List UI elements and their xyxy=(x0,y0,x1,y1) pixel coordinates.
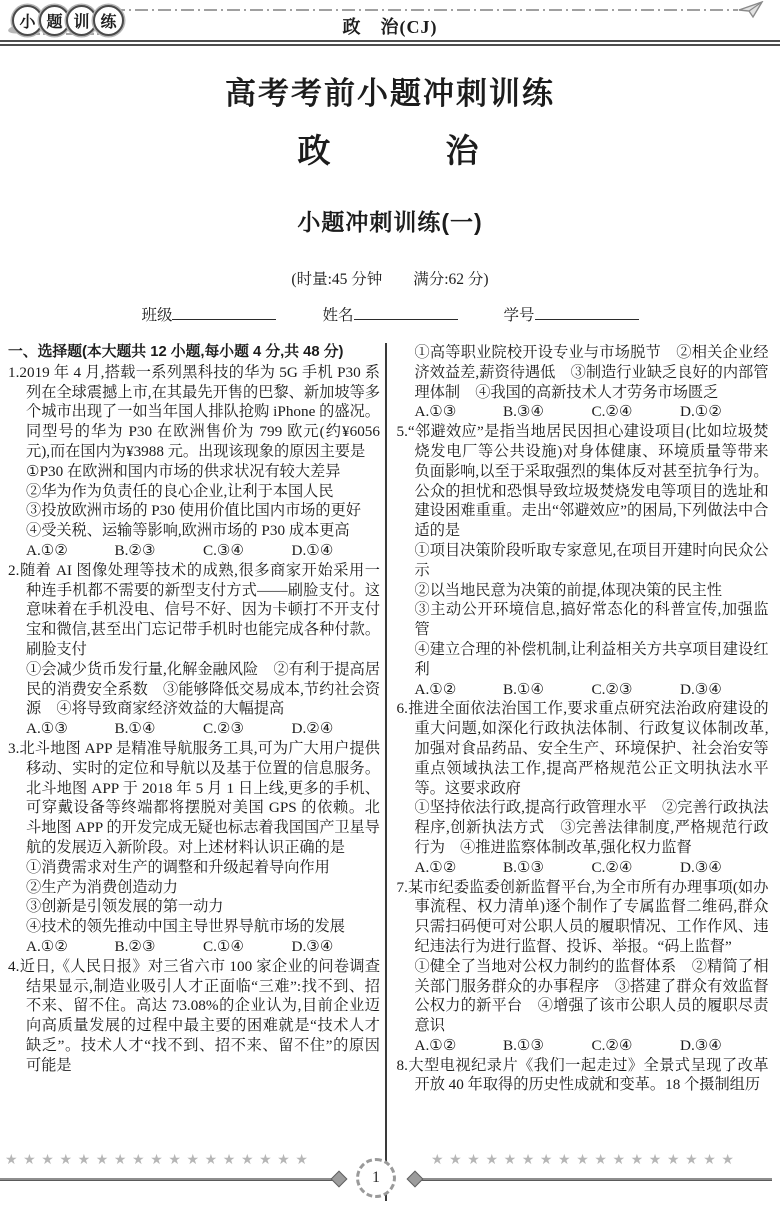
answer-choice: C.①④ xyxy=(203,937,245,955)
answer-choice: C.②④ xyxy=(591,403,633,421)
logo-char-circle: 小 xyxy=(12,5,43,36)
option-statement-line: ①项目决策阶段听取专家意见,在项目开建时向民众公示 xyxy=(414,541,769,579)
paper-subject-title: 政 治 xyxy=(297,134,483,170)
diamond-ornament-right xyxy=(407,1171,424,1188)
option-statement-line: ③主动公开环境信息,搞好常态化的科普宣传,加强监管 xyxy=(414,601,769,639)
option-statement-line: ④技术的领先推动中国主导世界导航市场的发展 xyxy=(26,918,345,936)
answer-choice: A.①② xyxy=(414,858,457,876)
header-double-rule xyxy=(0,40,780,46)
option-statement-line: ②生产为消费创造动力 xyxy=(26,878,178,896)
stars-divider-left: ★★★★★★★★★★★★★★★★★ xyxy=(5,1153,314,1168)
question-stem xyxy=(397,422,769,541)
answer-choice: D.③④ xyxy=(680,680,722,698)
question-text: “邻避效应”是指当地居民因担心建设项目(比如垃圾焚烧发电厂等公共设施)对身体健康、环境质量等带来负面影响,以至于采取强烈的集体反对甚至抗争行为。公众的担忧和恐惧导致垃圾焚烧发电等项目的选址和建设困难重重。走出“邻避效应”的困局,下列做法中合适的是 xyxy=(407,423,769,540)
student-id-blank-line xyxy=(535,304,639,320)
answer-choice: A.①② xyxy=(26,937,68,955)
question-stem xyxy=(397,699,769,798)
student-id-field-label: 学号 xyxy=(503,307,535,324)
answer-choice: B.③④ xyxy=(503,403,545,421)
answer-choices-row xyxy=(397,680,769,700)
answer-choices-row xyxy=(397,1036,769,1056)
answer-choice: A.①② xyxy=(414,1036,457,1054)
question-stem xyxy=(8,561,380,660)
answer-choice: B.①④ xyxy=(114,720,156,738)
option-statement-line: ①坚持依法行政,提高行政管理水平 ②完善行政执法程序,创新执法方式 ③完善法律制度,严格规范行政行为 ④推进监察体制改革,强化权力监督 xyxy=(414,799,769,856)
diamond-ornament-left xyxy=(331,1171,348,1188)
question-text: 推进全面依法治国工作,要求重点研究法治政府建设的重大问题,如深化行政执法体制、行政复议体制改革,加强对食品药品、安全生产、环境保护、社会治安等重点领域执法工作,提高严格规范公正文明执法水平等。这要求政府 xyxy=(407,700,769,797)
option-statement-line: ②以当地民意为决策的前提,体现决策的民主性 xyxy=(414,581,723,599)
answer-choices-row xyxy=(8,937,380,957)
answer-choice: B.②③ xyxy=(114,541,156,559)
answer-choice: C.②③ xyxy=(591,680,633,698)
answer-choice: D.①② xyxy=(680,403,722,421)
option-statement-line: ③投放欧洲市场的 P30 使用价值比国内市场的更好 xyxy=(26,502,361,520)
page-footer xyxy=(0,1152,780,1200)
page-number: 1 xyxy=(372,1169,380,1186)
option-statement-line: ①消费需求对生产的调整和升级起着导向作用 xyxy=(26,858,330,876)
question-text: 2019 年 4 月,搭载一系列黑科技的华为 5G 手机 P30 系列在全球震撼上市,在其最先开售的巴黎、新加坡等多个城市出现了一如当年国人排队抢购 iPhone 的盛况。同型号的华为 P30 在欧洲售价为 799 欧元(约¥6056 元),而在国内为¥3988 元。出现该现象的原因主要是 xyxy=(19,363,380,460)
section-header: 一、选择题(本大题共 12 小题,每小题 4 分,共 48 分) xyxy=(8,344,344,360)
question-number: 5. xyxy=(396,423,408,441)
logo-char-circle: 训 xyxy=(66,5,97,36)
student-info-row xyxy=(0,303,780,325)
right-column xyxy=(387,343,769,1201)
question-number: 7. xyxy=(396,878,408,896)
name-blank-line xyxy=(354,304,458,320)
answer-choice: B.①④ xyxy=(503,680,545,698)
logo-char-circle: 题 xyxy=(39,5,70,36)
answer-choice: D.①④ xyxy=(291,541,334,559)
name-field-label: 姓名 xyxy=(322,307,354,324)
question-text: 大型电视纪录片《我们一起走过》全景式呈现了改革开放 40 年取得的历史性成就和变革。18 个摄制组历 xyxy=(407,1056,769,1094)
answer-choice: C.②④ xyxy=(591,858,633,876)
page-header xyxy=(0,0,780,47)
question-number: 3. xyxy=(8,739,20,757)
answer-choices-row xyxy=(397,402,769,422)
question-text: 近日,《人民日报》对三省六市 100 家企业的问卷调查结果显示,制造业吸引人才正面临“三难”:找不到、招不来、留不住。高达 73.08%的企业认为,目前企业迈向高质量发展的过程中最主要的困难就是“技术人才缺乏”。技术人才“找不到、招不来、留不住”的原因可能是 xyxy=(19,957,380,1074)
answer-choice: A.①② xyxy=(414,680,457,698)
answer-choice: D.③④ xyxy=(680,858,722,876)
question-body xyxy=(0,343,780,1201)
answer-choice: B.②③ xyxy=(114,937,156,955)
option-statement-line: ①高等职业院校开设专业与市场脱节 ②相关企业经济效益差,薪资待遇低 ③制造行业缺乏良好的内部管理体制 ④我国的高新技术人才劳务市场匮乏 xyxy=(414,344,769,401)
question-text: 北斗地图 APP 是精准导航服务工具,可为广大用户提供移动、实时的定位和导航以及基于位置的信息服务。北斗地图 APP 于 2018 年 5 月 1 日上线,更多的手机、可穿戴设备等终端都将摆脱对美国 GPS 的依赖。北斗地图 APP 的开发完成无疑也标志着我国国产卫星导航的发展迈入新阶段。对上述材料认识正确的是 xyxy=(19,739,380,856)
answer-choice: A.①② xyxy=(26,541,68,559)
answer-choice: D.②④ xyxy=(291,720,334,738)
answer-choice: D.③④ xyxy=(291,937,334,955)
paper-plane-icon xyxy=(738,1,764,19)
class-field xyxy=(141,303,276,325)
answer-choices-row xyxy=(8,541,380,561)
logo-xiaoti-xunlian xyxy=(16,5,124,36)
class-field-label: 班级 xyxy=(141,307,173,324)
question-stem xyxy=(8,739,380,858)
option-statement-line: ①健全了当地对公权力制约的监督体系 ②精简了相关部门服务群众的办事程序 ③搭建了群众有效监督公权力的新平台 ④增强了该市公职人员的履职尽责意识 xyxy=(414,957,769,1035)
answer-choices-row xyxy=(397,858,769,878)
question-stem xyxy=(397,1056,769,1096)
answer-choice: C.②③ xyxy=(203,720,245,738)
footer-rule-right xyxy=(421,1178,772,1181)
left-column xyxy=(8,343,380,1201)
question-number: 4. xyxy=(8,957,20,975)
answer-choice: A.①③ xyxy=(414,403,457,421)
stars-divider-right: ★★★★★★★★★★★★★★★★★ xyxy=(431,1153,740,1168)
class-blank-line xyxy=(172,304,276,320)
answer-choice: B.①③ xyxy=(503,858,545,876)
question-number: 8. xyxy=(396,1056,408,1074)
option-statement-line: ④建立合理的补偿机制,让利益相关方共享项目建设红利 xyxy=(414,640,769,678)
question-number: 2. xyxy=(8,561,20,579)
question-stem xyxy=(8,363,380,462)
answer-choice: D.③④ xyxy=(680,1036,722,1054)
option-statement-line: ③创新是引领发展的第一动力 xyxy=(26,898,224,916)
paper-main-title: 高考考前小题冲刺训练 xyxy=(225,76,555,111)
question-stem xyxy=(8,957,380,1076)
option-statement-line: ①会减少货币发行量,化解金融风险 ②有利于提高居民的消费安全系数 ③能够降低交易成本,节约社会资源 ④将导致商家经济效益的大幅提高 xyxy=(26,660,380,718)
drill-section-title: 小题冲刺训练(一) xyxy=(297,209,483,235)
page-number-badge xyxy=(356,1158,396,1198)
question-number: 1. xyxy=(8,363,20,381)
option-statement-line: ①P30 在欧洲和国内市场的供求状况有较大差异 xyxy=(26,462,341,480)
question-text: 随着 AI 图像处理等技术的成熟,很多商家开始采用一种连手机都不需要的新型支付方式——刷脸支付。这意味着在手机没电、信号不好、因为卡顿打不开支付宝和微信,甚至出门忘记带手机时也能完成各种付款。刷脸支付 xyxy=(19,561,380,658)
option-statement-line: ④受关税、运输等影响,欧洲市场的 P30 成本更高 xyxy=(26,522,350,540)
answer-choice: A.①③ xyxy=(26,720,68,738)
footer-rule-left xyxy=(0,1178,336,1181)
student-id-field xyxy=(504,303,639,325)
answer-choice: C.③④ xyxy=(203,541,245,559)
logo-char-circle: 练 xyxy=(93,5,124,36)
option-statement-line: ②华为作为负责任的良心企业,让利于本国人民 xyxy=(26,482,334,500)
question-text: 某市纪委监委创新监督平台,为全市所有办理事项(如办事流程、权力清单)逐个制作了专属监督二维码,群众只需扫码便可对公职人员的履职情况、工作作风、违纪违法行为进行监督、投诉、举报。“码上监督” xyxy=(407,878,769,955)
dashed-trail-decoration xyxy=(112,9,738,11)
answer-choice: B.①③ xyxy=(503,1036,545,1054)
time-score-meta: (时量:45 分钟 满分:62 分) xyxy=(291,271,489,288)
question-number: 6. xyxy=(396,700,408,718)
question-stem xyxy=(397,878,769,957)
name-field xyxy=(322,303,457,325)
answer-choices-row xyxy=(8,719,380,739)
answer-choice: C.②④ xyxy=(591,1036,633,1054)
banner-subject-label: 政 治(CJ) xyxy=(342,17,438,37)
